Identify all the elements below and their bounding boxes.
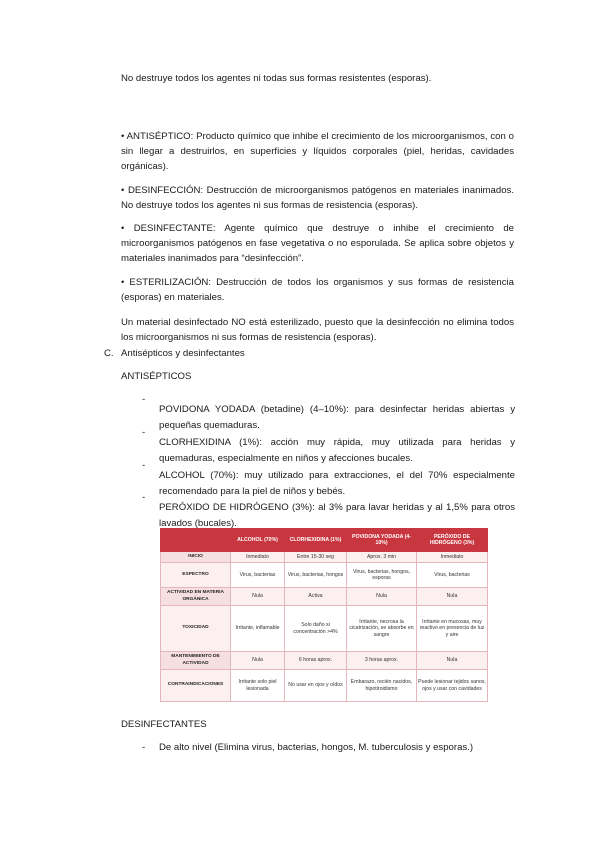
table-cell: Inmediato — [417, 552, 488, 563]
table-cell: Entre 15-30 seg — [285, 552, 347, 563]
table-cell: Nula — [417, 588, 488, 606]
table-header-povidona: POVIDONA YODADA (4-10%) — [347, 529, 417, 552]
table-cell: No usar en ojos y oídos — [285, 670, 347, 702]
table-header-alcohol: ALCOHOL (70%) — [231, 529, 285, 552]
row-label: TOXICIDAD — [161, 606, 231, 652]
table-cell: Virus, bacterias — [417, 563, 488, 588]
section-title: Antisépticos y desinfectantes — [121, 348, 245, 359]
row-label: MANTENIMIENTO DE ACTIVIDAD — [161, 652, 231, 670]
definition-antiseptico: • ANTISÉPTICO: Producto químico que inhibe el crecimiento de los microorganismos, con o sin llegar a destruirlos, en superficies y líquidos corporales (piel, heridas, cavidades orgánicas). — [121, 130, 514, 172]
list-dash: - — [142, 427, 146, 438]
table-cell: Irritante solo piel lesionada — [231, 670, 285, 702]
table-cell: Activa — [285, 588, 347, 606]
table-row — [161, 563, 488, 588]
table-cell: Virus, bacterias, hongos — [285, 563, 347, 588]
desinfectante-item-alto-nivel: De alto nivel (Elimina virus, bacterias, hongos, M. tuberculosis y esporas.) — [159, 742, 474, 753]
antiseptico-item-alcohol: ALCOHOL (70%): muy utilizado para extracciones, el del 70% especialmente recomendado para la piel de niños y bebés. — [159, 469, 515, 497]
table-row — [161, 606, 488, 652]
note-paragraph: Un material desinfectado NO está esterilizado, puesto que la desinfección no elimina todos los microorganismos ni sus formas de resistencia (esporas). — [121, 316, 514, 343]
table-cell: Embarazo, recién nacidos, hipotiroidismo — [347, 670, 417, 702]
table-cell: Virus, bacterias, hongos, esporas — [347, 563, 417, 588]
table-cell: Nula — [347, 588, 417, 606]
list-dash: - — [142, 394, 146, 405]
table-cell: Nula — [231, 588, 285, 606]
table-cell: Irritante, inflamable — [231, 606, 285, 652]
table-cell: Irritante en mucosas, muy reactivo en presencia de luz y aire — [417, 606, 488, 652]
intro-line: No destruye todos los agentes ni todas sus formas resistentes (esporas). — [121, 73, 432, 84]
antisepticos-heading: ANTISÉPTICOS — [121, 371, 192, 382]
table-cell: Aprox. 3 min — [347, 552, 417, 563]
list-dash: - — [142, 742, 146, 753]
table-cell: 6 horas aprox. — [285, 652, 347, 670]
list-dash: - — [142, 492, 146, 503]
row-label: ESPECTRO — [161, 563, 231, 588]
section-letter: C. — [104, 348, 114, 359]
antiseptico-item-povidona: POVIDONA YODADA (betadine) (4–10%): para desinfectar heridas abiertas y pequeñas quemaduras. — [159, 403, 515, 431]
table-row — [161, 552, 488, 563]
desinfectantes-heading: DESINFECTANTES — [121, 719, 207, 730]
table-cell: Virus, bacterias — [231, 563, 285, 588]
table-cell: Solo daño si concentración >4% — [285, 606, 347, 652]
row-label: ACTIVIDAD EN MATERIA ORGÁNICA — [161, 588, 231, 606]
row-label: CONTRAINDICACIONES — [161, 670, 231, 702]
list-dash: - — [142, 460, 146, 471]
table-cell: Nula — [417, 652, 488, 670]
definition-esterilizacion: • ESTERILIZACIÓN: Destrucción de todos los organismos y sus formas de resistencia (esporas) en materiales. — [121, 276, 514, 303]
definition-desinfectante: • DESINFECTANTE: Agente químico que destruye o inhibe el crecimiento de microorganismos patógenos en fase vegetativa o no esporulada. Se aplica sobre objetos y materiales inanimados para “desinfección”. — [121, 222, 514, 264]
table-cell: Puede lesionar tejidos sanos, ojos y usar con cavidades — [417, 670, 488, 702]
table-header-row — [161, 529, 488, 552]
table-cell: Inmediato — [231, 552, 285, 563]
table-header-clorhexidina: CLORHEXIDINA (1%) — [285, 529, 347, 552]
table-row — [161, 588, 488, 606]
table-cell: Irritante, necrosa la cicatrización, se absorbe en sangre — [347, 606, 417, 652]
row-label: INICIO — [161, 552, 231, 563]
definition-desinfeccion: • DESINFECCIÓN: Destrucción de microorganismos patógenos en materiales inanimados. No destruye todos los agentes ni sus formas de resistencia (esporas). — [121, 184, 514, 211]
table-row — [161, 670, 488, 702]
antiseptico-item-peroxido: PERÓXIDO DE HIDRÓGENO (3%): al 3% para lavar heridas y al 1,5% para otros lavados (bucales). — [159, 501, 515, 529]
table-cell: Nula — [231, 652, 285, 670]
table-cell: 3 horas aprox. — [347, 652, 417, 670]
antiseptico-item-clorhexidina: CLORHEXIDINA (1%): acción muy rápida, muy utilizada para heridas y quemaduras, especialmente en niños y afecciones bucales. — [159, 436, 515, 464]
table-row — [161, 652, 488, 670]
table-header-empty — [161, 529, 231, 552]
table-header-peroxido: PERÓXIDO DE HIDRÓGENO (3%) — [417, 529, 488, 552]
antisepticos-comparison-table — [160, 528, 488, 702]
